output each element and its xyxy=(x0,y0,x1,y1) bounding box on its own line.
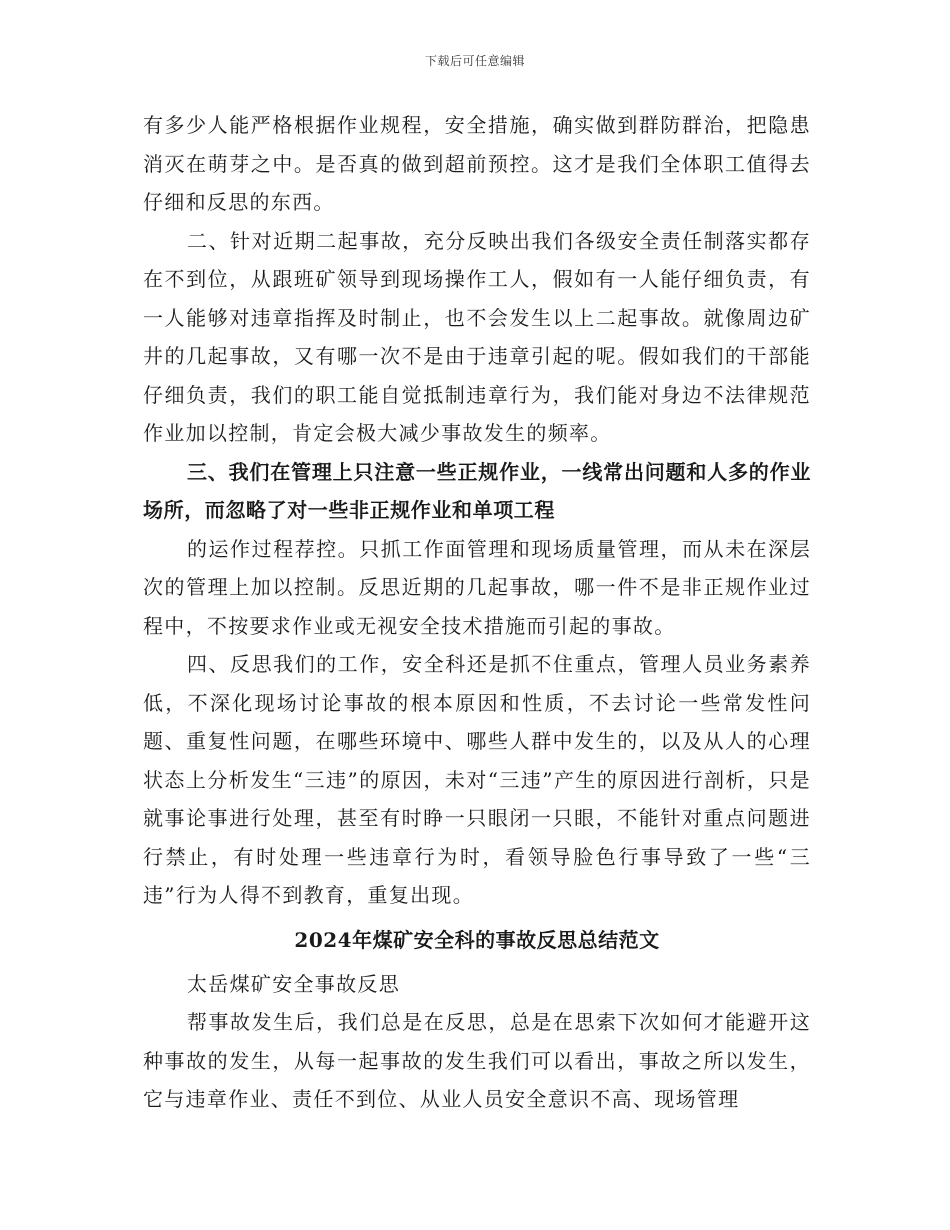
paragraph-2: 二、针对近期二起事故，充分反映出我们各级安全责任制落实都存在不到位，从跟班矿领导到现场操作工人，假如有一人能仔细负责，有一人能够对违章指挥及时制止，也不会发生以上二起事故。就像周边矿井的几起事故，又有哪一次不是由于违章引起的呢。假如我们的干部能仔细负责，我们的职工能自觉抵制违章行为，我们能对身边不法律规范作业加以控制，肯定会极大减少事故发生的频率。 xyxy=(143,228,811,445)
paragraph-1: 有多少人能严格根据作业规程，安全措施，确实做到群防群治，把隐患消灭在萌芽之中。是否真的做到超前预控。这才是我们全体职工值得去仔细和反思的东西。 xyxy=(143,113,811,214)
paragraph-4: 的运作过程荐控。只抓工作面管理和现场质量管理，而从未在深层次的管理上加以控制。反思近期的几起事故，哪一件不是非正规作业过程中，不按要求作业或无视安全技术措施而引起的事故。 xyxy=(143,536,811,638)
paragraph-6-subtitle: 太岳煤矿安全事故反思 xyxy=(187,971,400,996)
page-header-note: 下载后可任意编辑 xyxy=(424,54,525,68)
paragraph-7: 帮事故发生后，我们总是在反思，总是在思索下次如何才能避开这种事故的发生，从每一起事故的发生我们可以看出，事故之所以发生，它与违章作业、责任不到位、从业人员安全意识不高、现场管理 xyxy=(143,1010,811,1111)
paragraph-3-bold-heading: 三、我们在管理上只注意一些正规作业，一线常出问题和人多的作业场所，而忽略了对一些非正规作业和单项工程 xyxy=(143,459,811,522)
paragraph-5: 四、反思我们的工作，安全科还是抓不住重点，管理人员业务素养低，不深化现场讨论事故的根本原因和性质，不去讨论一些常发性问题、重复性问题，在哪些环境中、哪些人群中发生的，以及从人的心理状态上分析发生“三违”的原因，未对“三违”产生的原因进行剖析，只是就事论事进行处理，甚至有时睁一只眼闭一只眼，不能针对重点问题进行禁止，有时处理一些违章行为时，看领导脸色行事导致了一些“三违”行为人得不到教育，重复出现。 xyxy=(143,652,811,907)
section-title: 2024年煤矿安全科的事故反思总结范文 xyxy=(294,927,660,952)
document-body xyxy=(143,106,811,1119)
